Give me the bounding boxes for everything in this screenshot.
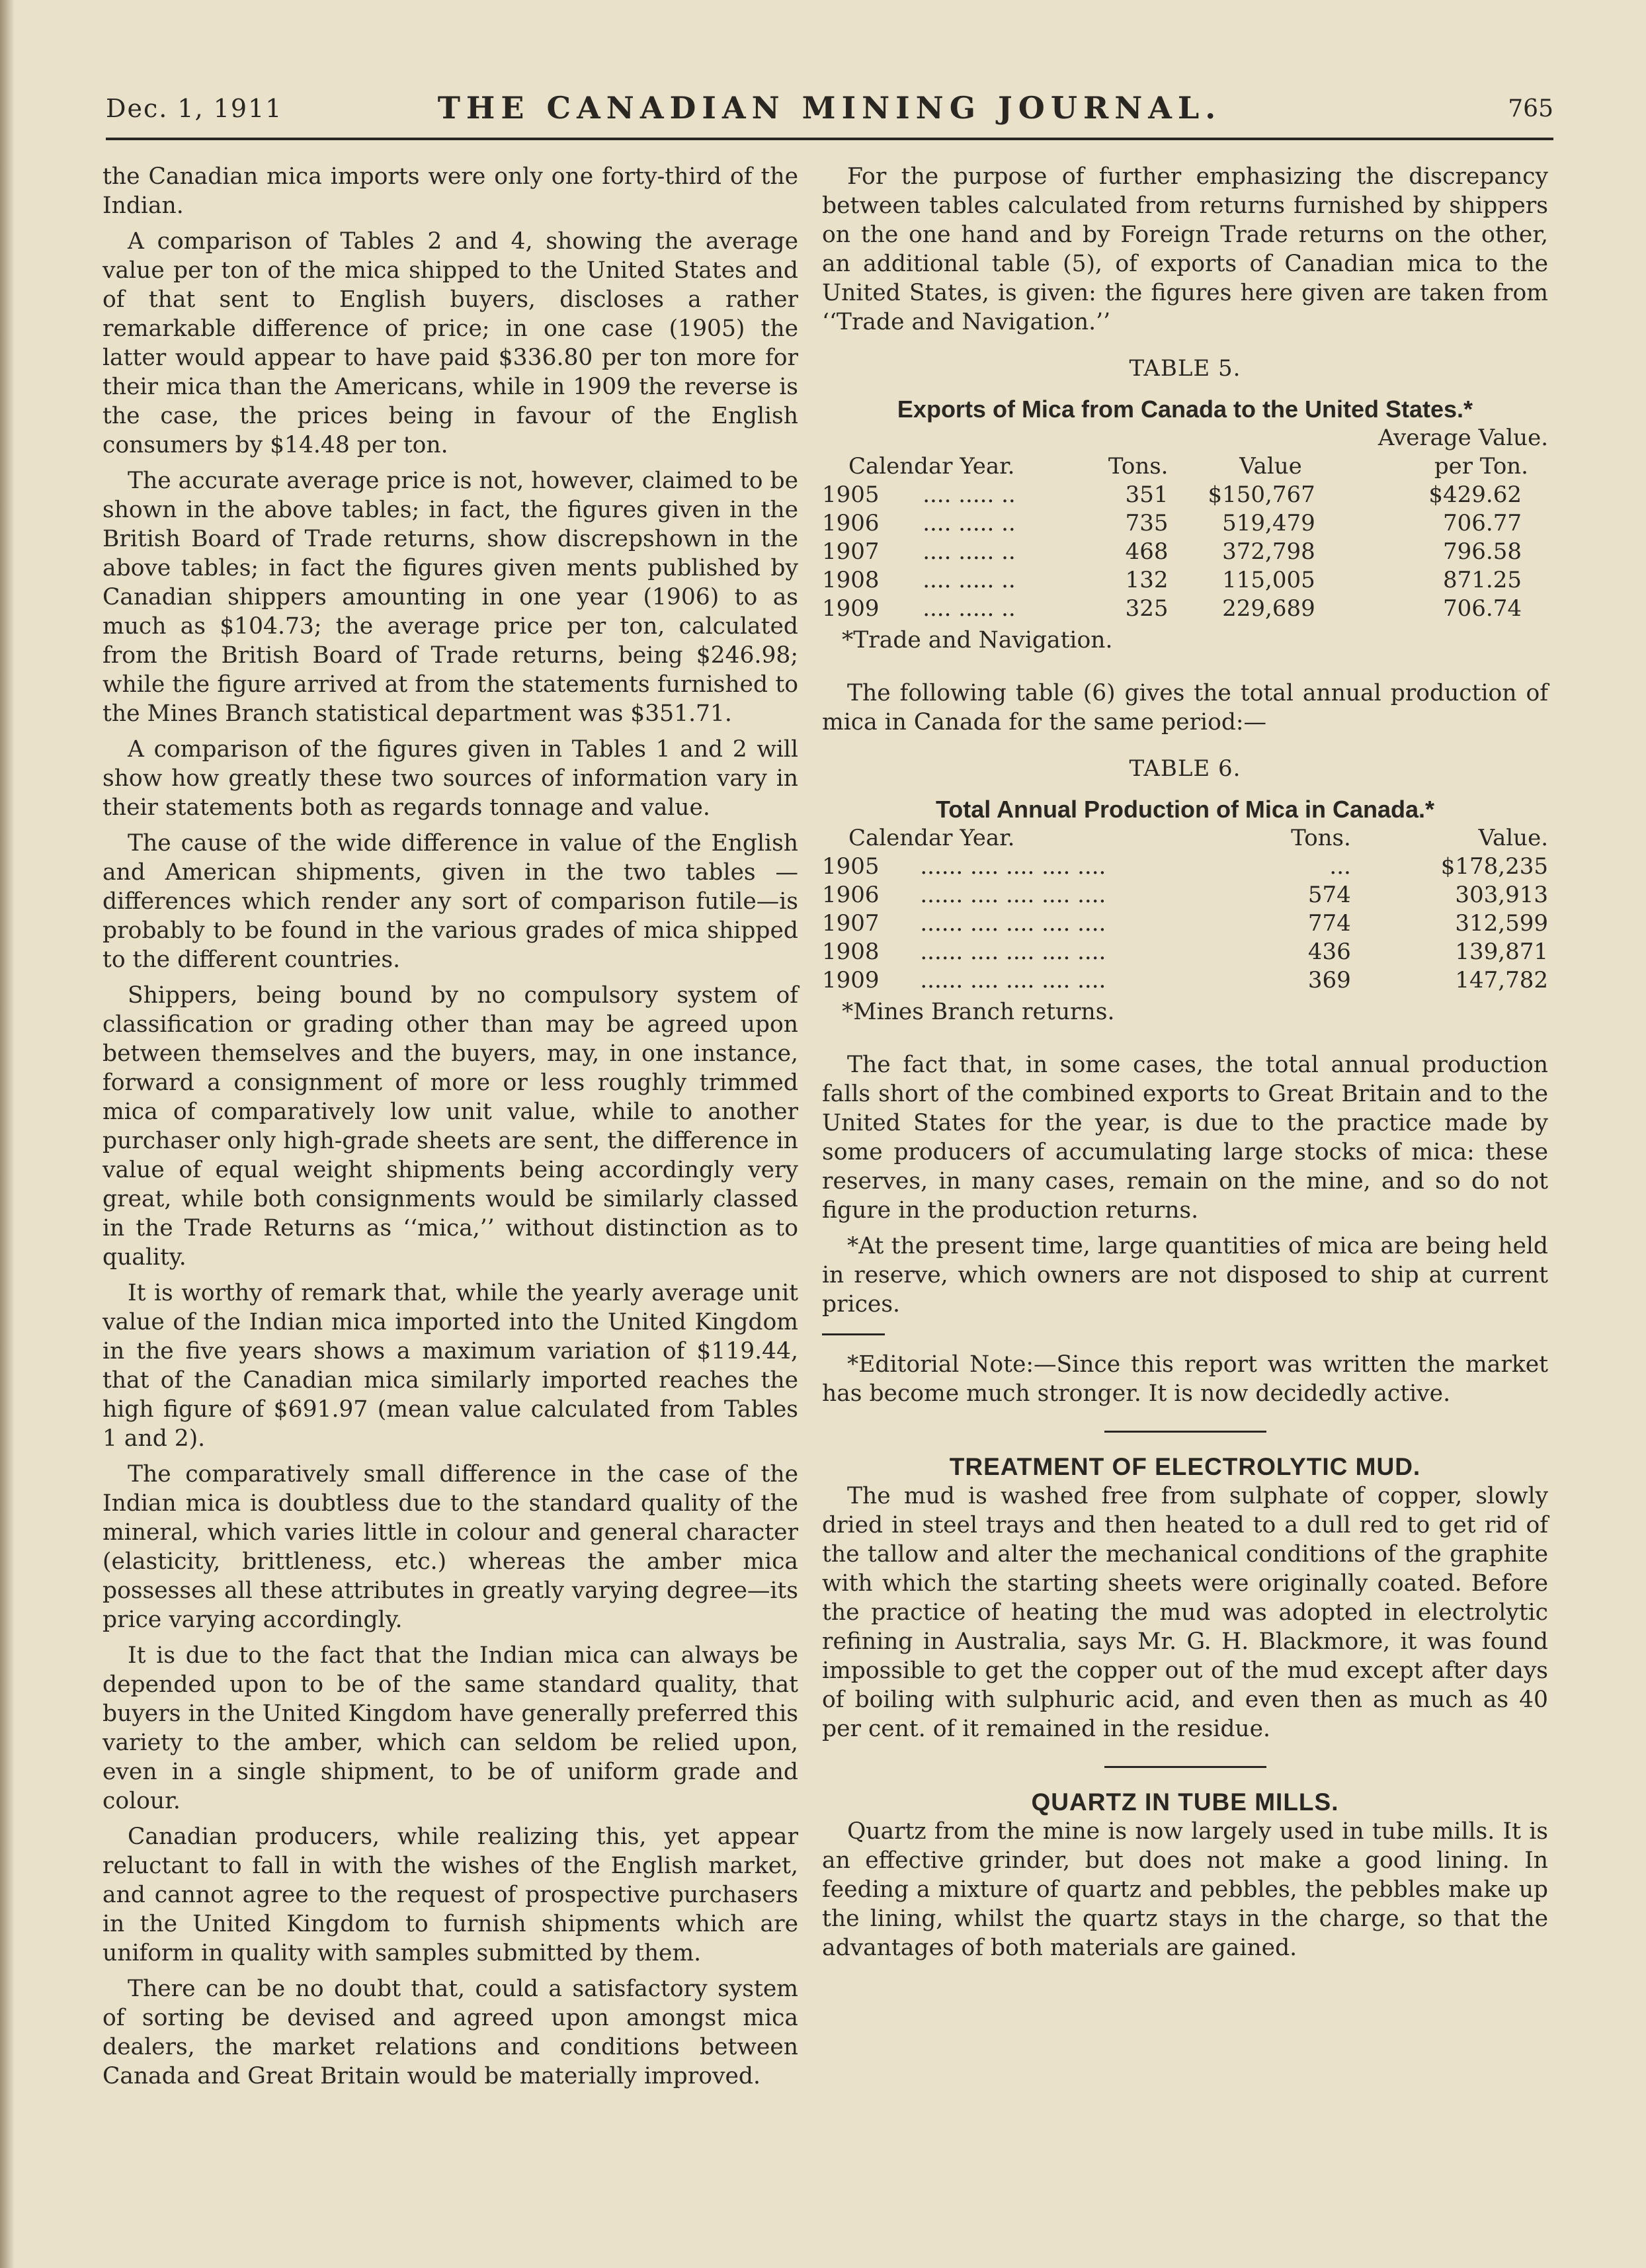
section-heading: QUARTZ IN TUBE MILLS. xyxy=(1031,1788,1339,1816)
column-header: Calendar Year. xyxy=(848,825,1015,851)
table-row xyxy=(822,481,1548,509)
paragraph: The following table (6) gives the total annual production of mica in Canada for the same period:— xyxy=(822,680,1548,735)
cell: 706.74 xyxy=(1443,595,1522,622)
cell: 1908 xyxy=(822,567,880,593)
paragraph: the Canadian mica imports were only one forty-third of the Indian. xyxy=(103,163,798,219)
paragraph: The cause of the wide difference in value of the English and American shipments, given in the two tables —differences which render any sort of comparison futile—is probably to be found in the various grades of mica shipped to the different countries. xyxy=(103,830,798,973)
table-row xyxy=(822,881,1548,909)
paragraph: There can be no doubt that, could a satisfactory system of sorting be devised and agreed upon amongst mica dealers, the market relations and conditions between Canada and Great Britain would be materially improved. xyxy=(103,1976,798,2089)
cell: 519,479 xyxy=(1222,510,1315,536)
left-column xyxy=(103,162,798,2097)
cell: 303,913 xyxy=(1455,882,1548,908)
column-header: Tons. xyxy=(1108,453,1169,480)
leader-dots: .... ..... .. xyxy=(923,595,1016,622)
leader-dots: ...... .... .... .... .... xyxy=(920,910,1106,937)
table-row xyxy=(822,566,1548,595)
leader-dots: ...... .... .... .... .... xyxy=(920,882,1106,908)
scan-edge xyxy=(0,0,15,2268)
table5-footnote: *Trade and Navigation. xyxy=(842,627,1113,653)
paragraph: The fact that, in some cases, the total annual production falls short of the combined exports to Great Britain and to the United States for the year, is due to the practice made by some producers of accumulating large stocks of mica: these reserves, in many cases, remain on the mine, and so do not figure in the production returns. xyxy=(822,1052,1548,1224)
paragraph: The mud is washed free from sulphate of copper, slowly dried in steel trays and then heated to a dull red to get rid of the tallow and alter the mechanical conditions of the graphite with which the starting sheets were originally coated. Before the practice of heating the mud was adopted in electrolytic refining in Australia, says Mr. G. H. Blackmore, it was found impossible to get the copper out of the mud except after days of boiling with sulphuric acid, and even then as much as 40 per cent. of it remained in the residue. xyxy=(822,1483,1548,1742)
paragraph: Shippers, being bound by no compulsory system of classification or grading other than may be agreed upon between themselves and the buyers, may, in one instance, forward a consignment of more or less roughly trimmed mica of comparatively low unit value, while to another purchaser only high-grade sheets are sent, the difference in value of equal weight shipments being accordingly very great, while both consignments would be similarly classed in the Trade Returns as ‘‘mica,’’ without distinction as to quality. xyxy=(103,982,798,1271)
table5 xyxy=(822,424,1548,623)
section-divider xyxy=(1104,1766,1266,1768)
cell: 229,689 xyxy=(1222,595,1315,622)
column-header: Tons. xyxy=(1291,825,1351,851)
table-row xyxy=(822,938,1548,966)
cell: 132 xyxy=(1125,567,1169,593)
paragraph: Quartz from the mine is now largely used in tube mills. It is an effective grinder, but does not make a good lining. In feeding a mixture of quartz and pebbles, the pebbles make up the lining, whilst the quartz stays in the charge, so that the advantages of both materials are gained. xyxy=(822,1818,1548,1961)
table-row xyxy=(822,966,1548,995)
cell: 1909 xyxy=(822,967,880,993)
leader-dots: ...... .... .... .... .... xyxy=(920,853,1106,880)
cell: ... xyxy=(1329,853,1351,880)
table-row xyxy=(822,509,1548,538)
cell: 1906 xyxy=(822,882,880,908)
table5-caption: Exports of Mica from Canada to the United States.* xyxy=(897,396,1473,423)
table-row xyxy=(822,595,1548,623)
cell: 325 xyxy=(1125,595,1169,622)
cell: 735 xyxy=(1125,510,1169,536)
editorial-note: *Editorial Note:—Since this report was written the market has become much stronger. It is now decidedly active. xyxy=(822,1351,1548,1407)
cell: 351 xyxy=(1125,482,1169,508)
cell: 774 xyxy=(1307,910,1351,937)
table-header-row xyxy=(822,452,1548,481)
cell: 372,798 xyxy=(1222,538,1315,565)
cell: 369 xyxy=(1307,967,1351,993)
column-header: Calendar Year. xyxy=(848,453,1015,480)
leader-dots: ...... .... .... .... .... xyxy=(920,939,1106,965)
cell: 871.25 xyxy=(1443,567,1522,593)
leader-dots: .... ..... .. xyxy=(923,538,1016,565)
table6-label: TABLE 6. xyxy=(1129,755,1241,782)
column-header: per Ton. xyxy=(1434,453,1528,480)
cell: $178,235 xyxy=(1440,853,1548,880)
paragraph: A comparison of the figures given in Tables 1 and 2 will show how greatly these two sources of information vary in their statements both as regards tonnage and value. xyxy=(103,736,798,821)
leader-dots: .... ..... .. xyxy=(923,567,1016,593)
table6-footnote: *Mines Branch returns. xyxy=(842,999,1115,1025)
cell: 796.58 xyxy=(1443,538,1522,565)
cell: 115,005 xyxy=(1222,567,1315,593)
cell: 1905 xyxy=(822,482,880,508)
column-header: Average Value. xyxy=(1378,425,1548,451)
cell: 706.77 xyxy=(1443,510,1522,536)
table-row xyxy=(822,909,1548,938)
cell: 1908 xyxy=(822,939,880,965)
table6-caption: Total Annual Production of Mica in Canada.* xyxy=(935,796,1435,823)
cell: 1905 xyxy=(822,853,880,880)
cell: 312,599 xyxy=(1455,910,1548,937)
page-number: 765 xyxy=(1508,95,1553,122)
section-heading: TREATMENT OF ELECTROLYTIC MUD. xyxy=(949,1453,1421,1480)
leader-dots: ...... .... .... .... .... xyxy=(920,967,1106,993)
paragraph: The comparatively small difference in the case of the Indian mica is doubtless due to the standard quality of the mineral, which varies little in colour and general character (elasticity, brittleness, etc.) whereas the amber mica possesses all these attributes in greatly varying degree—its price varying accordingly. xyxy=(103,1461,798,1633)
cell: 1907 xyxy=(822,538,880,565)
journal-title: THE CANADIAN MINING JOURNAL. xyxy=(437,90,1222,126)
issue-date: Dec. 1, 1911 xyxy=(106,94,283,123)
table-header-row xyxy=(822,424,1548,452)
table6 xyxy=(822,824,1548,995)
table-header-row xyxy=(822,824,1548,853)
leader-dots: .... ..... .. xyxy=(923,510,1016,536)
cell: 574 xyxy=(1307,882,1351,908)
paragraph: *At the present time, large quantities of mica are being held in reserve, which owners are not disposed to ship at current prices. xyxy=(822,1233,1548,1318)
cell: 1909 xyxy=(822,595,880,622)
cell: 468 xyxy=(1125,538,1169,565)
paragraph: Canadian producers, while realizing this, yet appear reluctant to fall in with the wishes of the English market, and cannot agree to the request of prospective purchasers in the United Kingdom to furnish shipments which are uniform in quality with samples submitted by them. xyxy=(103,1824,798,1966)
table-row xyxy=(822,853,1548,881)
paragraph: For the purpose of further emphasizing the discrepancy between tables calculated from returns furnished by shippers on the one hand and by Foreign Trade returns on the other, an additional table (5), of exports of Canadian mica to the United States, is given: the figures here given are taken from ‘‘Trade and Navigation.’’ xyxy=(822,163,1548,335)
cell: $429.62 xyxy=(1428,482,1522,508)
cell: 139,871 xyxy=(1455,939,1548,965)
cell: 1906 xyxy=(822,510,880,536)
table5-label: TABLE 5. xyxy=(1129,355,1241,382)
cell: 1907 xyxy=(822,910,880,937)
right-column xyxy=(822,162,1548,1969)
cell: $150,767 xyxy=(1208,482,1315,508)
header-rule xyxy=(106,138,1553,140)
footnote-rule xyxy=(822,1333,885,1335)
paragraph: It is worthy of remark that, while the yearly average unit value of the Indian mica imported into the United Kingdom in the five years shows a maximum variation of $119.44, that of the Canadian mica similarly imported reaches the high figure of $691.97 (mean value calculated from Tables 1 and 2). xyxy=(103,1280,798,1452)
leader-dots: .... ..... .. xyxy=(923,482,1016,508)
cell: 436 xyxy=(1307,939,1351,965)
section-divider xyxy=(1104,1431,1266,1433)
table-row xyxy=(822,538,1548,566)
column-header: Value xyxy=(1239,453,1302,480)
paragraph: A comparison of Tables 2 and 4, showing the average value per ton of the mica shipped to the United States and of that sent to English buyers, discloses a rather remarkable difference of price; in one case (1905) the latter would appear to have paid $336.80 per ton more for their mica than the Americans, while in 1909 the reverse is the case, the prices being in favour of the English consumers by $14.48 per ton. xyxy=(103,228,798,458)
running-header xyxy=(106,87,1553,134)
paragraph: It is due to the fact that the Indian mica can always be depended upon to be of the same standard quality, that buyers in the United Kingdom have generally preferred this variety to the amber, which can seldom be relied upon, even in a single shipment, to be of uniform grade and colour. xyxy=(103,1642,798,1814)
paragraph: The accurate average price is not, however, claimed to be shown in the above tables; in fact, the figures given in the British Board of Trade returns, show discrepshown in the above tables; in fact the figures given ments published by Canadian shippers amounting in one year (1906) to as much as $104.73; the average price per ton, calculated from the British Board of Trade returns, being $246.98; while the figure arrived at from the statements furnished to the Mines Branch statistical department was $351.71. xyxy=(103,468,798,727)
cell: 147,782 xyxy=(1455,967,1548,993)
column-header: Value. xyxy=(1478,825,1548,851)
